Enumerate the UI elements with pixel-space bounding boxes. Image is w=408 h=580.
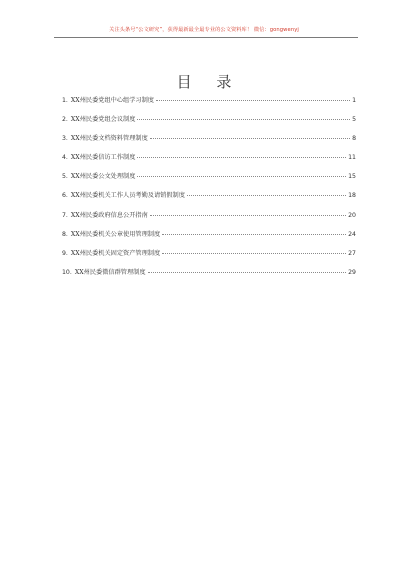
- toc-entry-page: 27: [348, 249, 356, 257]
- toc-dot-leader: [162, 253, 346, 254]
- toc-entry[interactable]: [62, 248, 356, 267]
- toc-entry-page: 5: [352, 116, 356, 124]
- toc-entry-title: XX州民委信访工作制度: [70, 154, 136, 162]
- toc-dot-leader: [148, 272, 347, 273]
- toc-entry-number: 2.: [62, 116, 68, 124]
- toc-entry[interactable]: [62, 152, 356, 171]
- toc-dot-leader: [156, 100, 350, 101]
- toc-dot-leader: [162, 234, 346, 235]
- toc-entry-number: 4.: [62, 154, 68, 162]
- toc-entry-page: 1: [352, 97, 356, 104]
- toc-list: [62, 95, 356, 286]
- toc-entry[interactable]: [62, 210, 356, 229]
- toc-entry-title: XX州民委机关公章使用管理制度: [70, 230, 161, 238]
- toc-entry-number: 1.: [62, 97, 68, 104]
- header-note: 关注头条号“公文研究”，获得最新最全最专业的公文资料库！ 微信：gongwenyj: [109, 27, 299, 33]
- toc-entry-number: 7.: [62, 211, 68, 219]
- toc-entry-title: XX州民委机关工作人员考勤及请销假制度: [70, 192, 185, 200]
- toc-entry[interactable]: [62, 133, 356, 152]
- toc-entry-page: 24: [348, 230, 356, 238]
- toc-entry-number: 3.: [62, 135, 68, 143]
- toc-entry-page: 29: [348, 268, 356, 276]
- toc-entry[interactable]: [62, 95, 356, 114]
- toc-entry-title: XX州民委机关固定资产管理制度: [70, 249, 161, 257]
- header-rule: [54, 37, 358, 38]
- toc-entry-title: XX州民委微信群管理制度: [74, 268, 146, 276]
- toc-dot-leader: [137, 157, 346, 158]
- toc-dot-leader: [150, 215, 346, 216]
- toc-dot-leader: [187, 195, 346, 196]
- toc-entry-title: XX州民委政府信息公开指南: [70, 211, 148, 219]
- toc-entry-page: 15: [348, 173, 356, 181]
- toc-entry-title: XX州民委公文处理制度: [70, 173, 136, 181]
- toc-title: 目 录: [176, 73, 242, 91]
- toc-entry-title: XX州民委文档资料管理制度: [70, 135, 148, 143]
- toc-entry-page: 20: [348, 211, 356, 219]
- toc-entry-number: 10.: [62, 268, 72, 276]
- toc-entry-number: 8.: [62, 230, 68, 238]
- toc-entry-number: 9.: [62, 249, 68, 257]
- toc-entry-page: 8: [352, 135, 356, 143]
- toc-entry[interactable]: [62, 171, 356, 190]
- toc-entry-title: XX州民委党组会议制度: [70, 116, 136, 124]
- toc-entry-number: 5.: [62, 173, 68, 181]
- toc-dot-leader: [137, 119, 350, 120]
- toc-entry-page: 18: [348, 192, 356, 200]
- toc-entry[interactable]: [62, 114, 356, 133]
- toc-entry-page: 11: [348, 154, 356, 162]
- toc-entry[interactable]: [62, 190, 356, 209]
- toc-dot-leader: [150, 138, 350, 139]
- toc-entry[interactable]: [62, 267, 356, 286]
- toc-entry-number: 6.: [62, 192, 68, 200]
- toc-entry-title: XX州民委党组中心组学习制度: [70, 97, 154, 104]
- toc-entry[interactable]: [62, 229, 356, 248]
- toc-dot-leader: [137, 176, 346, 177]
